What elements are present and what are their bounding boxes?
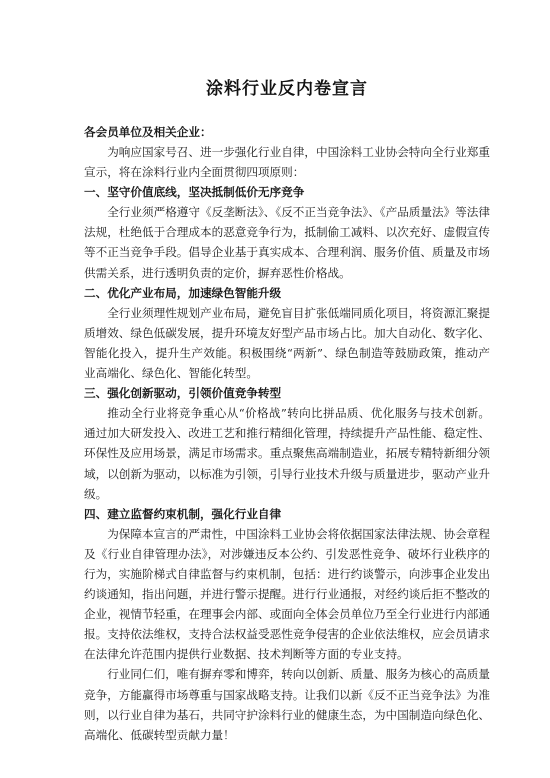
section-1-heading: 一、坚守价值底线，坚决抵制低价无序竞争 [84, 185, 305, 200]
section-4-heading: 四、建立监督约束机制，强化行业自律 [84, 506, 282, 521]
section-3-body: 推动全行业将竞争重心从“价格战”转向比拼品质、优化服务与技术创新。通过加大研发投入、改进工艺和推行精细化管理，持续提升产品性能、稳定性、环保性及应用场景，满足市场需求。重点聚焦高端制造业，拓展专精特新细分领域，以创新为驱动，以标准为引领，引导行业技术升级与质量进步，驱动产业升级。 [84, 406, 490, 501]
intro-paragraph: 为响应国家号召、进一步强化行业自律，中国涂料工业协会特向全行业郑重宣示，将在涂料行业内全面贯彻四项原则： [84, 145, 490, 180]
section-1-body: 全行业须严格遵守《反垄断法》、《反不正当竞争法》、《产品质量法》等法律法规，杜绝低于合理成本的恶意竞争行为，抵制偷工减料、以次充好、虚假宣传等不正当竞争手段。倡导企业基于真实成本、合理利润、服务价值、质量及市场供需关系，进行透明负责的定价，摒弃恶性价格战。 [84, 205, 490, 280]
closing-paragraph: 行业同仁们，唯有摒弃零和博弈，转向以创新、质量、服务为核心的高质量竞争，方能赢得市场尊重与国家战略支持。让我们以新《反不正当竞争法》为准则，以行业自律为基石，共同守护涂料行业的健康生态，为中国制造向绿色化、高端化、低碳转型贡献力量！ [84, 667, 490, 742]
section-4-body: 为保障本宣言的严肃性，中国涂料工业协会将依据国家法律法规、协会章程及《行业自律管理办法》，对涉嫌违反本公约、引发恶性竞争、破坏行业秩序的行为，实施阶梯式自律监督与约束机制，包括：进行约谈警示，向涉事企业发出约谈通知，指出问题，并进行警示提醒。进行行业通报，对经约谈后拒不整改的企业，视情节轻重，在理事会内部、或面向全体会员单位乃至全行业进行内部通报。支持依法维权，支持合法权益受恶性竞争侵害的企业依法维权，应会员请求在法律允许范围内提供行业数据、技术判断等方面的专业支持。 [84, 526, 490, 662]
section-2-heading: 二、优化产业布局，加速绿色智能升级 [84, 285, 282, 300]
salutation: 各会员单位及相关企业： [84, 125, 212, 139]
section-3-heading: 三、强化创新驱动，引领价值竞争转型 [84, 386, 282, 401]
document-title: 涂料行业反内卷宣言 [206, 79, 368, 99]
section-2-body: 全行业须理性规划产业布局，避免盲目扩张低端同质化项目，将资源汇聚提质增效、绿色低碳发展，提升环境友好型产品市场占比。加大自动化、数字化、智能化投入，提升生产效能。积极围绕“两新”、绿色制造等鼓励政策，推动产业高端化、绿色化、智能化转型。 [84, 305, 490, 381]
